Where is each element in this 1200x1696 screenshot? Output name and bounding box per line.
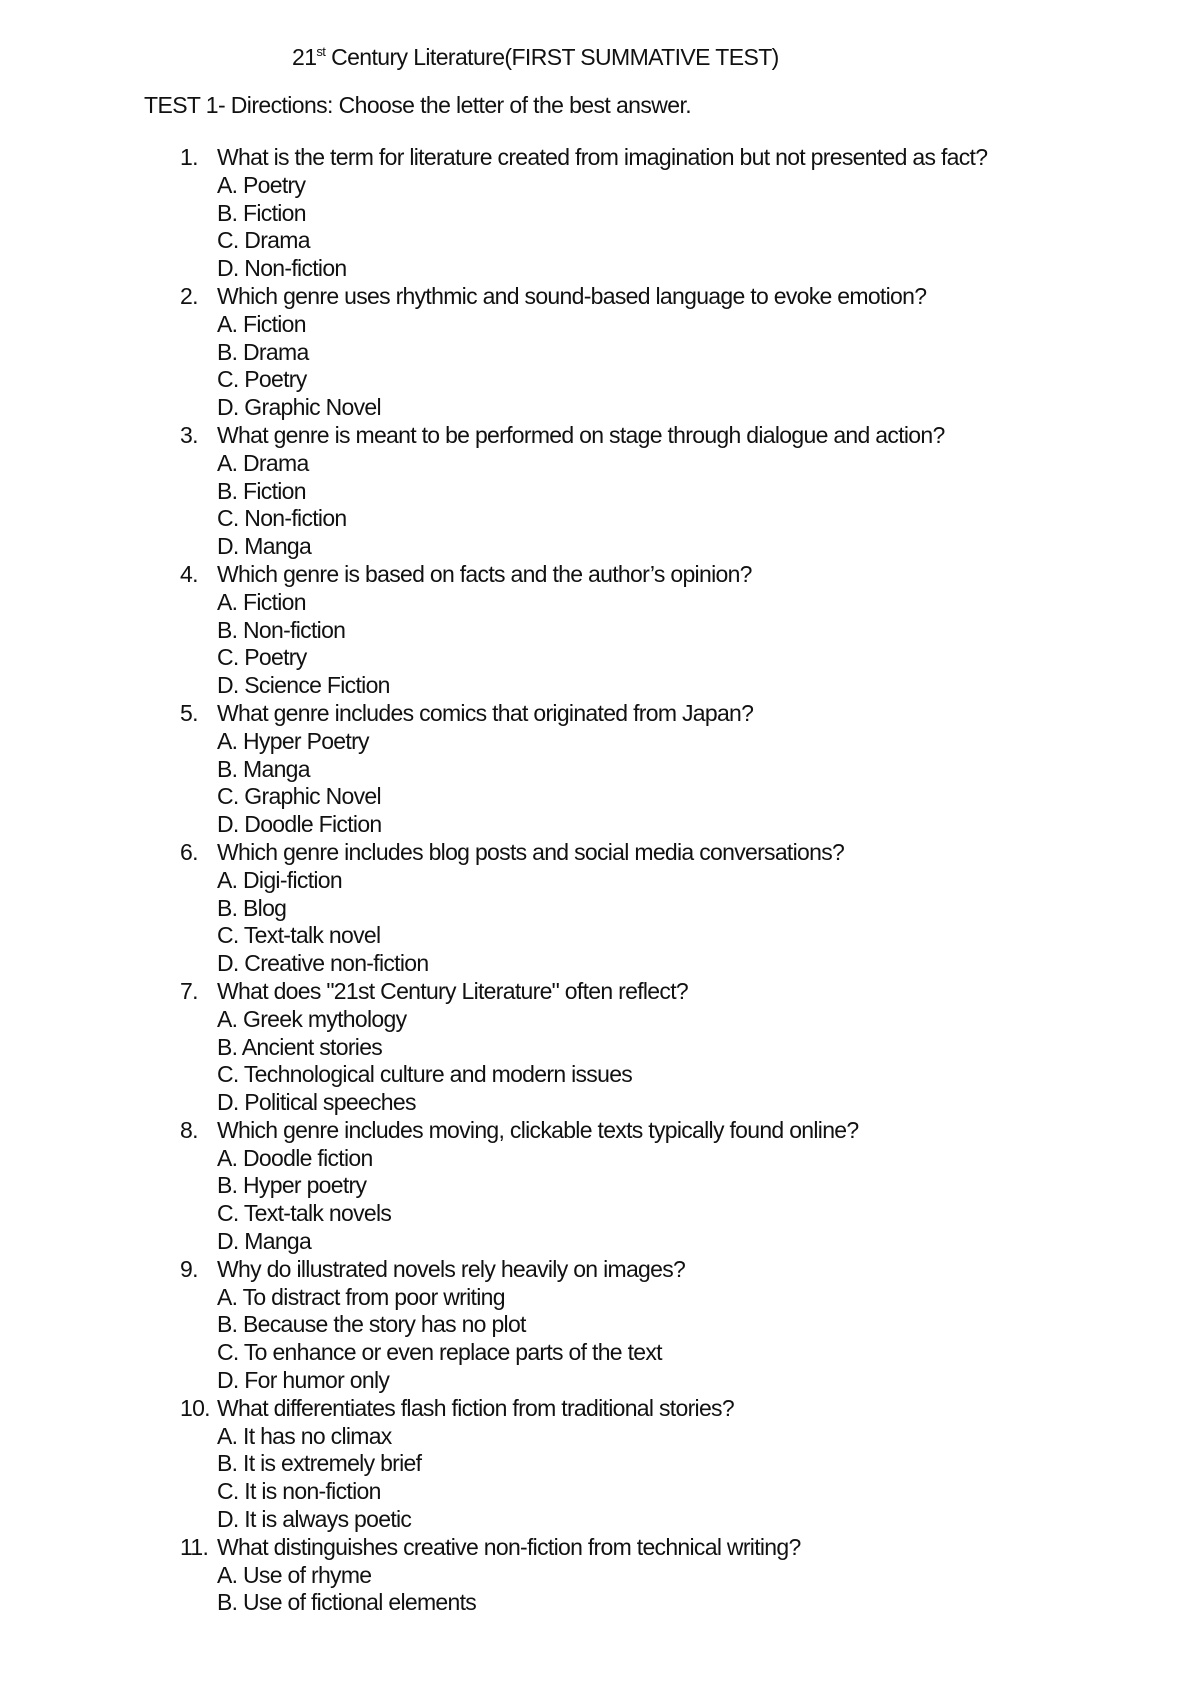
question-row — [0, 1534, 1200, 1562]
question-text: Which genre is based on facts and the author’s opinion? — [217, 560, 752, 587]
answer-option — [0, 1061, 1200, 1089]
question-number: 10. — [180, 1394, 210, 1421]
title-rest: Century Literature(FIRST SUMMATIVE TEST) — [325, 44, 779, 70]
question-item — [0, 1395, 1200, 1534]
answer-option-text: B. Blog — [217, 894, 287, 921]
answer-option — [0, 1506, 1200, 1534]
answer-option-text: B. Hyper poetry — [217, 1172, 367, 1199]
directions: TEST 1- Directions: Choose the letter of the best answer. — [144, 92, 692, 118]
answer-option-text: B. Use of fictional elements — [217, 1589, 477, 1616]
answer-option — [0, 339, 1200, 367]
answer-option-text: A. Hyper Poetry — [217, 727, 369, 754]
question-number: 3. — [180, 421, 198, 448]
question-number: 5. — [180, 699, 198, 726]
answer-option — [0, 589, 1200, 617]
question-item — [0, 700, 1200, 839]
question-item — [0, 561, 1200, 700]
answer-option-text: C. To enhance or even replace parts of the text — [217, 1339, 662, 1366]
question-number: 2. — [180, 282, 198, 309]
answer-option-text: D. For humor only — [217, 1367, 390, 1394]
answer-option — [0, 1311, 1200, 1339]
answer-option-text: B. Because the story has no plot — [217, 1311, 526, 1338]
question-text: Which genre uses rhythmic and sound-based language to evoke emotion? — [217, 282, 927, 309]
answer-option-text: D. Manga — [217, 1228, 312, 1255]
answer-option — [0, 1034, 1200, 1062]
question-number: 9. — [180, 1255, 198, 1282]
answer-option-text: B. Fiction — [217, 199, 306, 226]
answer-option — [0, 1423, 1200, 1451]
question-item — [0, 978, 1200, 1117]
answer-option-text: C. Non-fiction — [217, 505, 347, 532]
answer-option — [0, 756, 1200, 784]
answer-option — [0, 1172, 1200, 1200]
answer-option — [0, 533, 1200, 561]
question-row — [0, 839, 1200, 867]
question-number: 11. — [180, 1533, 209, 1560]
answer-option-text: A. Greek mythology — [217, 1005, 407, 1032]
answer-option-text: A. Fiction — [217, 310, 306, 337]
answer-option — [0, 1200, 1200, 1228]
answer-option-text: C. Technological culture and modern issues — [217, 1061, 633, 1088]
answer-option-text: B. Non-fiction — [217, 616, 346, 643]
answer-option-text: A. Drama — [217, 449, 309, 476]
answer-option — [0, 1284, 1200, 1312]
answer-option — [0, 1089, 1200, 1117]
question-text: Which genre includes moving, clickable texts typically found online? — [217, 1116, 859, 1143]
question-row — [0, 144, 1200, 172]
answer-option — [0, 1562, 1200, 1590]
answer-option — [0, 255, 1200, 283]
answer-option-text: C. Graphic Novel — [217, 783, 381, 810]
page-title — [292, 42, 779, 72]
question-text: What does "21st Century Literature" often reflect? — [217, 977, 688, 1004]
answer-option-text: B. Drama — [217, 338, 309, 365]
question-number: 7. — [180, 977, 198, 1004]
question-row — [0, 700, 1200, 728]
answer-option-text: B. Fiction — [217, 477, 306, 504]
title-superscript: st — [316, 44, 326, 59]
answer-option — [0, 1145, 1200, 1173]
answer-option-text: C. Text-talk novels — [217, 1200, 392, 1227]
answer-option-text: C. Text-talk novel — [217, 922, 381, 949]
question-number: 6. — [180, 838, 198, 865]
answer-option — [0, 895, 1200, 923]
question-text: What differentiates flash fiction from traditional stories? — [217, 1394, 734, 1421]
question-text: What is the term for literature created from imagination but not presented as fact? — [217, 144, 988, 170]
question-number: 1. — [180, 144, 198, 170]
answer-option — [0, 505, 1200, 533]
answer-option — [0, 172, 1200, 200]
answer-option — [0, 950, 1200, 978]
answer-option — [0, 366, 1200, 394]
answer-option — [0, 311, 1200, 339]
title-prefix: 21 — [292, 44, 317, 70]
answer-option-text: A. Fiction — [217, 588, 306, 615]
answer-option — [0, 1228, 1200, 1256]
answer-option — [0, 617, 1200, 645]
answer-option — [0, 922, 1200, 950]
answer-option-text: A. To distract from poor writing — [217, 1283, 505, 1310]
question-number: 4. — [180, 560, 198, 587]
answer-option — [0, 478, 1200, 506]
answer-option-text: A. It has no climax — [217, 1422, 392, 1449]
answer-option-text: D. It is always poetic — [217, 1506, 412, 1533]
question-text: What genre includes comics that originated from Japan? — [217, 699, 754, 726]
answer-option-text: D. Doodle Fiction — [217, 811, 382, 838]
answer-option — [0, 394, 1200, 422]
question-text: What distinguishes creative non-fiction from technical writing? — [217, 1533, 801, 1560]
answer-option — [0, 728, 1200, 756]
answer-option-text: D. Non-fiction — [217, 255, 347, 282]
answer-option — [0, 1367, 1200, 1395]
answer-option — [0, 227, 1200, 255]
answer-option — [0, 867, 1200, 895]
answer-option-text: A. Poetry — [217, 171, 306, 198]
question-row — [0, 283, 1200, 311]
question-item — [0, 1117, 1200, 1256]
question-row — [0, 561, 1200, 589]
answer-option — [0, 1478, 1200, 1506]
answer-option-text: B. Manga — [217, 755, 310, 782]
answer-option-text: A. Digi-fiction — [217, 866, 342, 893]
question-row — [0, 1395, 1200, 1423]
answer-option-text: B. Ancient stories — [217, 1033, 383, 1060]
answer-option-text: D. Graphic Novel — [217, 394, 381, 421]
question-list — [0, 144, 1200, 1617]
answer-option-text: D. Manga — [217, 533, 312, 560]
question-row — [0, 422, 1200, 450]
question-row — [0, 1256, 1200, 1284]
question-number: 8. — [180, 1116, 198, 1143]
question-item — [0, 283, 1200, 422]
answer-option — [0, 1450, 1200, 1478]
answer-option-text: D. Creative non-fiction — [217, 950, 429, 977]
answer-option-text: C. It is non-fiction — [217, 1478, 381, 1505]
answer-option — [0, 200, 1200, 228]
answer-option — [0, 1006, 1200, 1034]
answer-option — [0, 1339, 1200, 1367]
question-item — [0, 839, 1200, 978]
answer-option — [0, 450, 1200, 478]
answer-option-text: C. Poetry — [217, 366, 307, 393]
question-row — [0, 1117, 1200, 1145]
answer-option — [0, 644, 1200, 672]
question-item — [0, 144, 1200, 283]
answer-option-text: C. Drama — [217, 227, 310, 254]
question-text: What genre is meant to be performed on stage through dialogue and action? — [217, 421, 945, 448]
answer-option-text: A. Use of rhyme — [217, 1561, 372, 1588]
question-item — [0, 1534, 1200, 1617]
question-text: Which genre includes blog posts and social media conversations? — [217, 838, 845, 865]
question-item — [0, 1256, 1200, 1395]
answer-option-text: C. Poetry — [217, 644, 307, 671]
answer-option — [0, 811, 1200, 839]
answer-option — [0, 783, 1200, 811]
question-item — [0, 422, 1200, 561]
answer-option-text: D. Political speeches — [217, 1089, 416, 1116]
question-row — [0, 978, 1200, 1006]
answer-option — [0, 672, 1200, 700]
answer-option — [0, 1589, 1200, 1617]
question-text: Why do illustrated novels rely heavily on images? — [217, 1255, 686, 1282]
answer-option-text: A. Doodle fiction — [217, 1144, 373, 1171]
answer-option-text: D. Science Fiction — [217, 672, 390, 699]
answer-option-text: B. It is extremely brief — [217, 1450, 422, 1477]
